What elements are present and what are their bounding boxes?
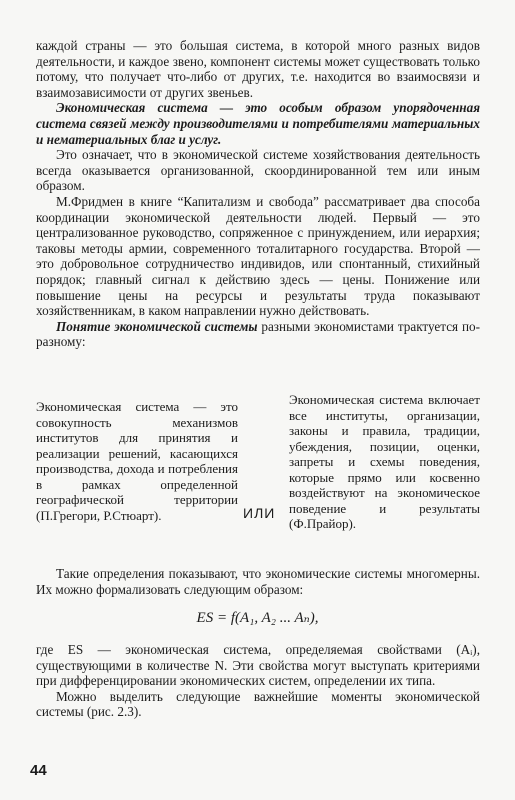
separator-ili: ИЛИ	[243, 505, 276, 521]
bottom-text-block	[36, 642, 480, 720]
paragraph-formal: Такие определения показывают, что экономические системы многомерны. Их можно формализовать следующим образом:	[36, 566, 480, 597]
definition-paragraph: Экономическая система — это особым образом упорядоченная система связей между производителями и потребителями материальных и нематериальных благ и услуг.	[36, 100, 480, 147]
concept-rest: разными экономистами трактуется по-разному:	[36, 318, 481, 350]
paragraph-where: где ES — экономическая система, определяемая свойствами (Aᵢ), существующими в количестве N. Эти свойства могут выступать критериями при дифференцировании экономических систем, определении их типа.	[36, 642, 480, 689]
page-number: 44	[30, 762, 47, 779]
definition-right-column: Экономическая система включает все институты, организации, законы и правила, традиции, убеждения, позиции, оценки, запреты и схемы поведения, которые прямо или косвенно воздействуют на экономическое поведение и результаты (Ф.Прайор).	[289, 392, 480, 531]
paragraph-final: Можно выделить следующие важнейшие моменты экономической системы (рис. 2.3).	[36, 688, 480, 720]
concept-emphasis: Понятие экономической системы	[56, 318, 258, 334]
top-text-block	[36, 38, 480, 350]
definition-left-column: Экономическая система — это совокупность механизмов институтов для принятия и реализации решений, касающихся производства, дохода и потребления в рамках определенной географической территории (П.Грегори, Р.Стюарт).	[36, 399, 238, 523]
formula: ES = f(A₁, A₂ ... Aₙ),	[196, 610, 319, 626]
paragraph-continuation: каждой страны — это большая система, в которой много разных видов деятельности, и каждое звено, компонент системы может существовать только потому, что получает что-либо от других, т.е. находится во взаимосвязи и взаимозависимости от других звеньев.	[36, 38, 480, 100]
paragraph-concept	[36, 319, 480, 350]
paragraph-meaning: Это означает, что в экономической системе хозяйствования деятельность всегда оказывается организованной, скоординированной тем или иным образом.	[36, 147, 480, 194]
formal-text-block	[36, 566, 480, 597]
paragraph-friedman: М.Фридмен в книге “Капитализм и свобода” рассматривает два способа координации экономической деятельности людей. Первый — это централизованное руководство, сопряженное с принуждением, или иерархия; таковы методы армии, современного тоталитарного государства. Второй — это добровольное сотрудничество индивидов, или спонтанный, стихийный порядок; главный сигнал к действию здесь — цены. Понижение или повышение цены на ресурсы и результаты труда показывают хозяйственникам, в каком направлении нужно действовать.	[36, 193, 480, 319]
